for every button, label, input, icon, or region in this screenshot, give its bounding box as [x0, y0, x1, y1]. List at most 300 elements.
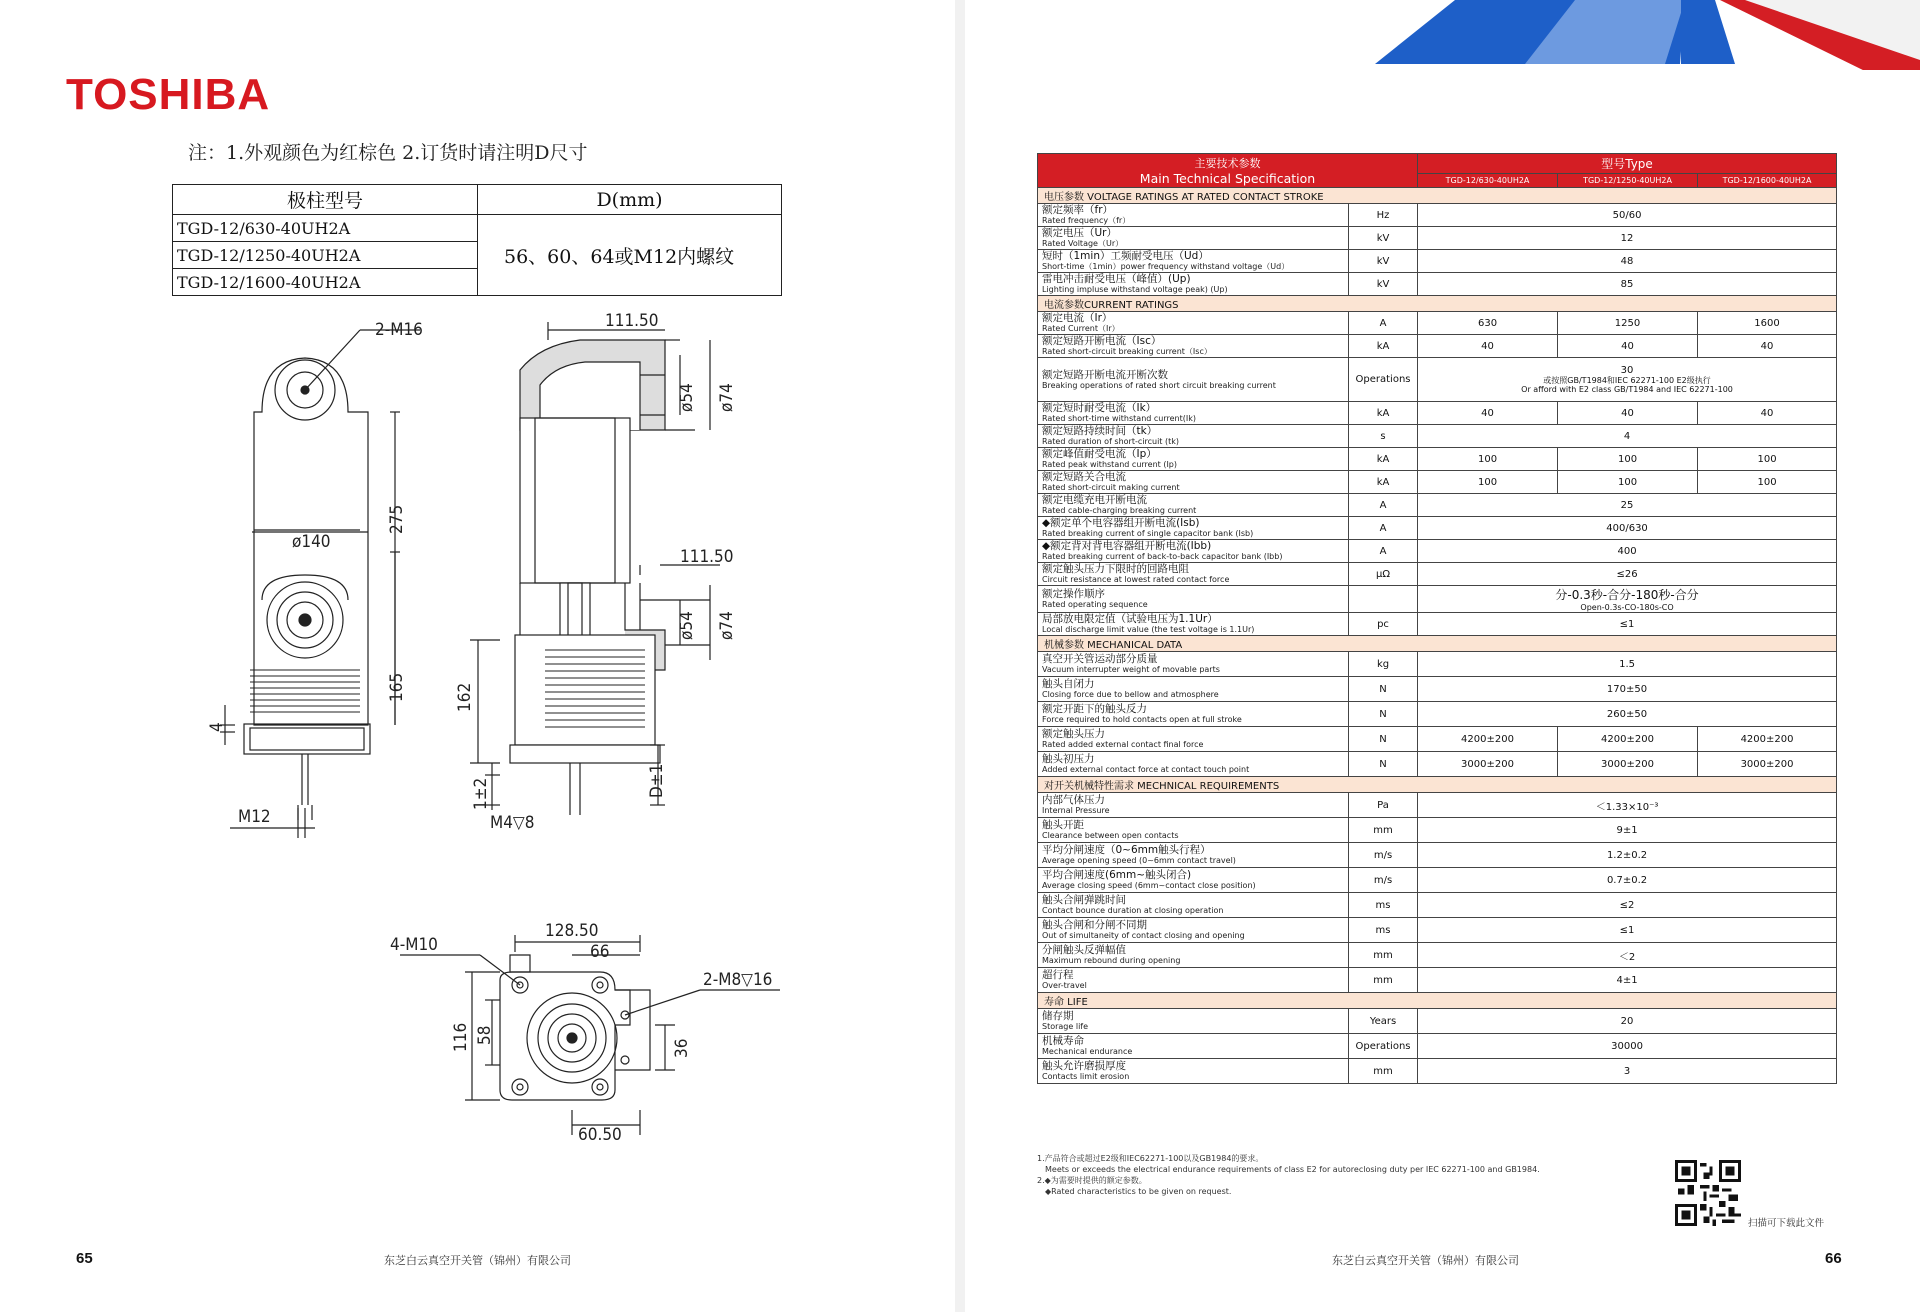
param-name-cn: 触头自闭力 — [1042, 678, 1095, 690]
value-text: ＜1.33×10⁻³ — [1595, 801, 1659, 813]
value-text: ＜2 — [1618, 951, 1636, 963]
param-name-en: Rated frequency（fr） — [1042, 216, 1131, 225]
toshiba-logo: TOSHIBA — [66, 70, 271, 119]
model-cell: TGD-12/630-40UH2A — [173, 215, 478, 242]
spec-row — [1038, 586, 1837, 613]
value-cell: 3000±200 — [1698, 752, 1837, 777]
d74a-label: ø74 — [717, 383, 737, 412]
param-cell — [1038, 868, 1349, 893]
unit-cell: Operations — [1349, 1034, 1418, 1059]
model-cell: TGD-12/1250-40UH2A — [173, 242, 478, 269]
section-header — [1038, 993, 1837, 1009]
unit-cell: kA — [1349, 335, 1418, 358]
value-text: 1.2±0.2 — [1606, 849, 1648, 861]
right-page — [965, 0, 1920, 1312]
value-cell — [1418, 1009, 1837, 1034]
param-name-cn: 分闸触头反弹幅值 — [1042, 944, 1126, 956]
param-name-en: Out of simultaneity of contact closing and opening — [1042, 931, 1245, 940]
spec-row — [1038, 517, 1837, 540]
param-name-cn: 雷电冲击耐受电压（峰值）(Up) — [1042, 273, 1191, 285]
model-col-header: TGD-12/1600-40UH2A — [1698, 173, 1837, 187]
value-cell: 3000±200 — [1558, 752, 1698, 777]
param-name-cn: ◆额定背对背电容器组开断电流(Ibb) — [1042, 540, 1212, 552]
param-cell — [1038, 312, 1349, 335]
param-cell — [1038, 677, 1349, 702]
spec-row — [1038, 943, 1837, 968]
value-cell — [1418, 563, 1837, 586]
param-en: Main Technical Specification — [1139, 171, 1316, 186]
m16-label: 2-M16 — [375, 320, 423, 340]
value-cell: 100 — [1418, 448, 1558, 471]
technical-drawing — [0, 300, 955, 1160]
value-text: ≤26 — [1616, 568, 1638, 580]
param-name-en: Contact bounce duration at closing operation — [1042, 906, 1224, 915]
param-name-en: Maximum rebound during opening — [1042, 956, 1181, 965]
param-cell — [1038, 563, 1349, 586]
spec-row — [1038, 702, 1837, 727]
param-name-en: Short-time（1min）power frequency withstand voltage（Ud） — [1042, 262, 1290, 271]
value-cell — [1418, 818, 1837, 843]
value-cell — [1418, 1034, 1837, 1059]
param-cell — [1038, 968, 1349, 993]
footer-left: 东芝白云真空开关管（锦州）有限公司 — [384, 1254, 571, 1267]
value-text: 12 — [1620, 232, 1634, 244]
front-view — [220, 330, 420, 838]
param-name-cn: 触头开距 — [1042, 819, 1084, 831]
value-text: 400/630 — [1606, 522, 1648, 534]
value-cell: 100 — [1418, 471, 1558, 494]
spec-row — [1038, 613, 1837, 636]
type-header: 型号Type — [1418, 154, 1837, 174]
spec-row — [1038, 818, 1837, 843]
spec-row — [1038, 677, 1837, 702]
param-name-en: Mechanical endurance — [1042, 1047, 1133, 1056]
param-name-en: Internal Pressure — [1042, 806, 1110, 815]
footnotes — [1037, 1153, 1540, 1197]
value-cell — [1418, 586, 1837, 613]
value-cell: 40 — [1418, 402, 1558, 425]
param-name-en: Added external contact force at contact touch point — [1042, 765, 1250, 774]
param-cell — [1038, 471, 1349, 494]
spec-row — [1038, 471, 1837, 494]
param-cell — [1038, 727, 1349, 752]
param-name-cn: 额定操作顺序 — [1042, 588, 1105, 600]
unit-cell: kV — [1349, 250, 1418, 273]
param-name-cn: 触头合闸和分闸不同期 — [1042, 919, 1147, 931]
param-name-en: Breaking operations of rated short circuit breaking current — [1042, 380, 1276, 390]
param-cell — [1038, 1034, 1349, 1059]
spec-row — [1038, 843, 1837, 868]
param-name-en: Rated short-time withstand current(Ik) — [1042, 414, 1196, 423]
m12-label: M12 — [238, 807, 271, 827]
param-cell — [1038, 943, 1349, 968]
param-name-en: Rated cable-charging breaking current — [1042, 506, 1197, 515]
param-cell — [1038, 517, 1349, 540]
param-cell — [1038, 227, 1349, 250]
unit-cell: kA — [1349, 448, 1418, 471]
param-name-cn: 额定触头压力下限时的回路电阻 — [1042, 563, 1189, 575]
param-name-cn: ◆额定单个电容器组开断电流(Isb) — [1042, 517, 1200, 529]
value-cell — [1418, 250, 1837, 273]
value-cell — [1418, 793, 1837, 818]
value-cell — [1418, 273, 1837, 296]
value-cell — [1418, 868, 1837, 893]
h1pm2-label: 1±2 — [471, 777, 491, 810]
value-cell: 100 — [1558, 448, 1698, 471]
value-cell: 100 — [1558, 471, 1698, 494]
value-cell — [1418, 227, 1837, 250]
footnote: 1.产品符合或超过E2级和IEC62271-100以及GB1984的要求。 — [1037, 1154, 1264, 1163]
param-name-en: Circuit resistance at lowest rated contact force — [1042, 575, 1230, 584]
left-page — [0, 0, 955, 1312]
m4-label: M4▽8 — [490, 813, 535, 833]
value-text: 260±50 — [1606, 708, 1648, 720]
spec-row — [1038, 1009, 1837, 1034]
spec-row — [1038, 358, 1837, 402]
unit-cell: s — [1349, 425, 1418, 448]
unit-cell: μΩ — [1349, 563, 1418, 586]
param-cell — [1038, 540, 1349, 563]
param-cell — [1038, 425, 1349, 448]
value-text: 9±1 — [1616, 824, 1638, 836]
dimension-table — [172, 184, 782, 296]
value-cell: 40 — [1558, 335, 1698, 358]
param-cell — [1038, 358, 1349, 402]
h162-label: 162 — [455, 682, 475, 712]
h275-label: 275 — [387, 504, 407, 534]
param-name-cn: 额定短路开断电流（Isc） — [1042, 335, 1162, 347]
spec-param-header — [1038, 154, 1418, 188]
value-cell: 1250 — [1558, 312, 1698, 335]
unit-cell: Hz — [1349, 204, 1418, 227]
qr-label: 扫描可下载此文件 — [1748, 1218, 1825, 1229]
value-text: 50/60 — [1612, 209, 1642, 221]
unit-cell: A — [1349, 540, 1418, 563]
spec-row — [1038, 204, 1837, 227]
param-name-en: Rated operating sequence — [1042, 600, 1148, 609]
value-cell — [1418, 613, 1837, 636]
section-title: 对开关机械特性需求 MECHNICAL REQUIREMENTS — [1038, 777, 1837, 793]
param-name-en: Rated breaking current of back-to-back capacitor bank (Ibb) — [1042, 552, 1283, 561]
param-name-cn: 额定峰值耐受电流（Ip） — [1042, 448, 1157, 460]
footnote: Meets or exceeds the electrical endurance requirements of class E2 for autoreclosing duty per IEC 62271-100 and GB1984. — [1045, 1165, 1540, 1174]
value-cell: 1600 — [1698, 312, 1837, 335]
section-title: 机械参数 MECHANICAL DATA — [1038, 636, 1837, 652]
w66-label: 66 — [590, 942, 610, 962]
param-name-cn: 额定短路开断电流开断次数 — [1042, 368, 1168, 381]
param-cell — [1038, 613, 1349, 636]
m10-label: 4-M10 — [390, 935, 438, 955]
param-cell — [1038, 494, 1349, 517]
unit-cell: A — [1349, 494, 1418, 517]
param-name-en: Lighting impluse withstand voltage peak) (Up) — [1042, 285, 1228, 294]
param-cell — [1038, 918, 1349, 943]
spec-row — [1038, 273, 1837, 296]
unit-cell: mm — [1349, 968, 1418, 993]
spec-row — [1038, 1059, 1837, 1084]
spec-row — [1038, 918, 1837, 943]
spec-row — [1038, 968, 1837, 993]
unit-cell: ms — [1349, 918, 1418, 943]
value-cell — [1418, 893, 1837, 918]
param-cell — [1038, 1059, 1349, 1084]
param-name-en: Force required to hold contacts open at full stroke — [1042, 715, 1242, 724]
model-col-header: TGD-12/630-40UH2A — [1418, 173, 1558, 187]
param-cell — [1038, 652, 1349, 677]
value-text: 3 — [1623, 1065, 1631, 1077]
param-cell — [1038, 752, 1349, 777]
param-cell — [1038, 702, 1349, 727]
param-name-cn: 额定开距下的触头反力 — [1042, 703, 1147, 715]
value-text: 48 — [1620, 255, 1634, 267]
d-header: D(mm) — [478, 185, 782, 215]
footnote: 2.◆为需要时提供的额定参数。 — [1037, 1176, 1147, 1185]
param-name-cn: 额定频率（fr） — [1042, 204, 1114, 216]
section-header — [1038, 777, 1837, 793]
spec-row — [1038, 448, 1837, 471]
unit-cell: kA — [1349, 402, 1418, 425]
value-cell — [1418, 540, 1837, 563]
unit-cell: mm — [1349, 818, 1418, 843]
w11150a-label: 111.50 — [605, 311, 659, 331]
d54b-label: ø54 — [677, 611, 697, 640]
param-cell — [1038, 818, 1349, 843]
h36-label: 36 — [672, 1038, 692, 1058]
param-cell — [1038, 250, 1349, 273]
spec-table — [1037, 153, 1837, 1084]
param-name-cn: 超行程 — [1042, 969, 1074, 981]
unit-cell: N — [1349, 752, 1418, 777]
unit-cell: A — [1349, 312, 1418, 335]
value-cell — [1418, 677, 1837, 702]
unit-cell: Pa — [1349, 793, 1418, 818]
value-cell — [1418, 1059, 1837, 1084]
unit-cell: kV — [1349, 273, 1418, 296]
value-text: ≤1 — [1619, 618, 1635, 630]
spec-row — [1038, 752, 1837, 777]
model-header: 极柱型号 — [173, 185, 478, 215]
spec-row — [1038, 893, 1837, 918]
value-cell — [1418, 358, 1837, 402]
unit-cell: kV — [1349, 227, 1418, 250]
section-title: 电压参数 VOLTAGE RATINGS AT RATED CONTACT STROKE — [1038, 188, 1837, 204]
value-cell: 40 — [1418, 335, 1558, 358]
value-cell — [1418, 517, 1837, 540]
section-title: 寿命 LIFE — [1038, 993, 1837, 1009]
param-cell — [1038, 1009, 1349, 1034]
param-name-cn: 触头合闸弹跳时间 — [1042, 894, 1126, 906]
w12850-label: 128.50 — [545, 921, 599, 941]
param-cell — [1038, 448, 1349, 471]
param-cell — [1038, 586, 1349, 613]
value-text: 85 — [1620, 278, 1634, 290]
param-name-cn: 短时（1min）工频耐受电压（Ud） — [1042, 250, 1209, 262]
value-cell: 100 — [1698, 471, 1837, 494]
value-cell — [1418, 204, 1837, 227]
param-name-cn: 额定触头压力 — [1042, 728, 1105, 740]
param-name-en: Contacts limit erosion — [1042, 1072, 1130, 1081]
param-name-en: Rated duration of short-circuit (tk) — [1042, 437, 1179, 446]
param-name-en: Closing force due to bellow and atmosphere — [1042, 690, 1219, 699]
dpm1-label: D±1 — [647, 763, 667, 798]
d140-label: ø140 — [292, 532, 331, 552]
param-cn: 主要技术参数 — [1194, 157, 1261, 170]
param-name-cn: 机械寿命 — [1042, 1035, 1084, 1047]
value-text: 30000 — [1611, 1040, 1643, 1052]
param-name-en: Rated Voltage（Ur） — [1042, 239, 1124, 248]
section-header — [1038, 296, 1837, 312]
section-header — [1038, 636, 1837, 652]
header-decoration — [965, 0, 1920, 70]
value-cell: 630 — [1418, 312, 1558, 335]
spec-row — [1038, 652, 1837, 677]
param-name-en: Rated added external contact final force — [1042, 740, 1204, 749]
model-col-header: TGD-12/1250-40UH2A — [1558, 173, 1698, 187]
param-name-en: Storage life — [1042, 1022, 1089, 1031]
param-name-cn: 储存期 — [1042, 1010, 1074, 1022]
value-cell: 40 — [1558, 402, 1698, 425]
spec-row — [1038, 868, 1837, 893]
book-spine — [955, 0, 965, 1312]
param-cell — [1038, 204, 1349, 227]
param-name-cn: 内部气体压力 — [1042, 794, 1105, 806]
param-name-en: Average closing speed (6mm~contact close position) — [1042, 881, 1256, 890]
h116-label: 116 — [451, 1022, 471, 1052]
page-number-left: 65 — [76, 1250, 93, 1267]
spec-row — [1038, 312, 1837, 335]
value-text: 25 — [1620, 499, 1634, 511]
spec-row — [1038, 1034, 1837, 1059]
unit-cell: kg — [1349, 652, 1418, 677]
unit-cell: N — [1349, 677, 1418, 702]
value-text: 0.7±0.2 — [1606, 874, 1648, 886]
value-text: 1.5 — [1619, 658, 1635, 670]
spec-row — [1038, 425, 1837, 448]
param-cell — [1038, 843, 1349, 868]
param-name-cn: 局部放电限定值（试验电压为1.1Ur） — [1042, 613, 1218, 625]
spec-row — [1038, 402, 1837, 425]
value-cell — [1418, 968, 1837, 993]
unit-cell — [1349, 586, 1418, 613]
unit-cell: mm — [1349, 943, 1418, 968]
value-cell: 3000±200 — [1418, 752, 1558, 777]
spec-row — [1038, 727, 1837, 752]
param-name-cn: 平均合闸速度(6mm~触头闭合) — [1042, 869, 1192, 881]
param-cell — [1038, 402, 1349, 425]
spec-row — [1038, 793, 1837, 818]
param-name-cn: 额定短路关合电流 — [1042, 471, 1126, 483]
param-name-cn: 触头允许磨损厚度 — [1042, 1060, 1126, 1072]
value-text: 4 — [1623, 430, 1631, 442]
value-cell: 4200±200 — [1418, 727, 1558, 752]
value-text: 20 — [1620, 1015, 1634, 1027]
param-name-en: Rated Current（Ir） — [1042, 324, 1120, 333]
unit-cell: kA — [1349, 471, 1418, 494]
param-name-en: Over-travel — [1042, 981, 1087, 990]
param-cell — [1038, 893, 1349, 918]
page-number-right: 66 — [1825, 1250, 1842, 1267]
value-cell — [1418, 652, 1837, 677]
param-name-cn: 额定电流（Ir） — [1042, 312, 1113, 324]
spec-row — [1038, 563, 1837, 586]
value-text: 400 — [1617, 545, 1637, 557]
spec-row — [1038, 540, 1837, 563]
section-title: 电流参数CURRENT RATINGS — [1038, 296, 1837, 312]
value-cell — [1418, 425, 1837, 448]
h58-label: 58 — [475, 1025, 495, 1045]
value-cell: 4200±200 — [1558, 727, 1698, 752]
value-text: 分-0.3秒-合分-180秒-合分 — [1555, 588, 1699, 602]
param-name-en: Rated short-circuit making current — [1042, 483, 1180, 492]
qr-code-icon[interactable] — [1675, 1160, 1741, 1226]
value-text: ≤2 — [1619, 899, 1635, 911]
unit-cell: Years — [1349, 1009, 1418, 1034]
value-cell: 40 — [1698, 335, 1837, 358]
value-cell — [1418, 843, 1837, 868]
h165-label: 165 — [387, 672, 407, 702]
param-name-en: Rated peak withstand current (Ip) — [1042, 460, 1177, 469]
value-cell: 100 — [1698, 448, 1837, 471]
value-note: Open-0.3s-CO-180s-CO — [1580, 603, 1674, 612]
value-text: ≤1 — [1619, 924, 1635, 936]
footnote: ◆Rated characteristics to be given on request. — [1045, 1187, 1232, 1196]
section-header — [1038, 188, 1837, 204]
unit-cell: A — [1349, 517, 1418, 540]
param-name-en: Vacuum interrupter weight of movable parts — [1042, 665, 1220, 674]
value-text: 170±50 — [1606, 683, 1648, 695]
d-value-cell: 56、60、64或M12内螺纹 — [478, 215, 782, 296]
unit-cell: N — [1349, 727, 1418, 752]
param-cell — [1038, 335, 1349, 358]
param-name-en: Rated breaking current of single capacitor bank (Isb) — [1042, 529, 1254, 538]
param-cell — [1038, 273, 1349, 296]
param-name-cn: 平均分闸速度（0~6mm触头行程） — [1042, 844, 1211, 856]
param-name-en: Clearance between open contacts — [1042, 831, 1179, 840]
value-cell — [1418, 494, 1837, 517]
value-cell — [1418, 943, 1837, 968]
value-text: 4±1 — [1616, 974, 1638, 986]
unit-cell: Operations — [1349, 358, 1418, 402]
unit-cell: ms — [1349, 893, 1418, 918]
value-note: 或按照GB/T1984和IEC 62271-100 E2级执行 — [1543, 376, 1711, 385]
param-name-cn: 额定短时耐受电流（Ik） — [1042, 402, 1157, 414]
param-name-en: Rated short-circuit breaking current（Isc） — [1042, 347, 1212, 356]
unit-cell: m/s — [1349, 868, 1418, 893]
unit-cell: mm — [1349, 1059, 1418, 1084]
spec-row — [1038, 227, 1837, 250]
w6050-label: 60.50 — [578, 1125, 622, 1145]
param-name-en: Local discharge limit value (the test voltage is 1.1Ur) — [1042, 625, 1255, 634]
value-text: 30 — [1620, 365, 1634, 376]
footer-right: 东芝白云真空开关管（锦州）有限公司 — [1332, 1254, 1519, 1267]
param-name-cn: 额定短路持续时间（tk） — [1042, 425, 1158, 437]
value-cell — [1418, 918, 1837, 943]
unit-cell: m/s — [1349, 843, 1418, 868]
spec-row — [1038, 250, 1837, 273]
value-cell: 4200±200 — [1698, 727, 1837, 752]
order-note: 注：1.外观颜色为红棕色 2.订货时请注明D尺寸 — [188, 142, 588, 164]
unit-cell: N — [1349, 702, 1418, 727]
param-name-cn: 真空开关管运动部分质量 — [1042, 653, 1158, 665]
param-cell — [1038, 793, 1349, 818]
param-name-cn: 额定电缆充电开断电流 — [1042, 494, 1147, 506]
spec-row — [1038, 335, 1837, 358]
d74b-label: ø74 — [717, 611, 737, 640]
value-cell: 40 — [1698, 402, 1837, 425]
value-note: Or afford with E2 class GB/T1984 and IEC 62271-100 — [1521, 385, 1733, 394]
param-name-en: Average opening speed (0~6mm contact travel) — [1042, 856, 1236, 865]
param-name-cn: 触头初压力 — [1042, 753, 1095, 765]
